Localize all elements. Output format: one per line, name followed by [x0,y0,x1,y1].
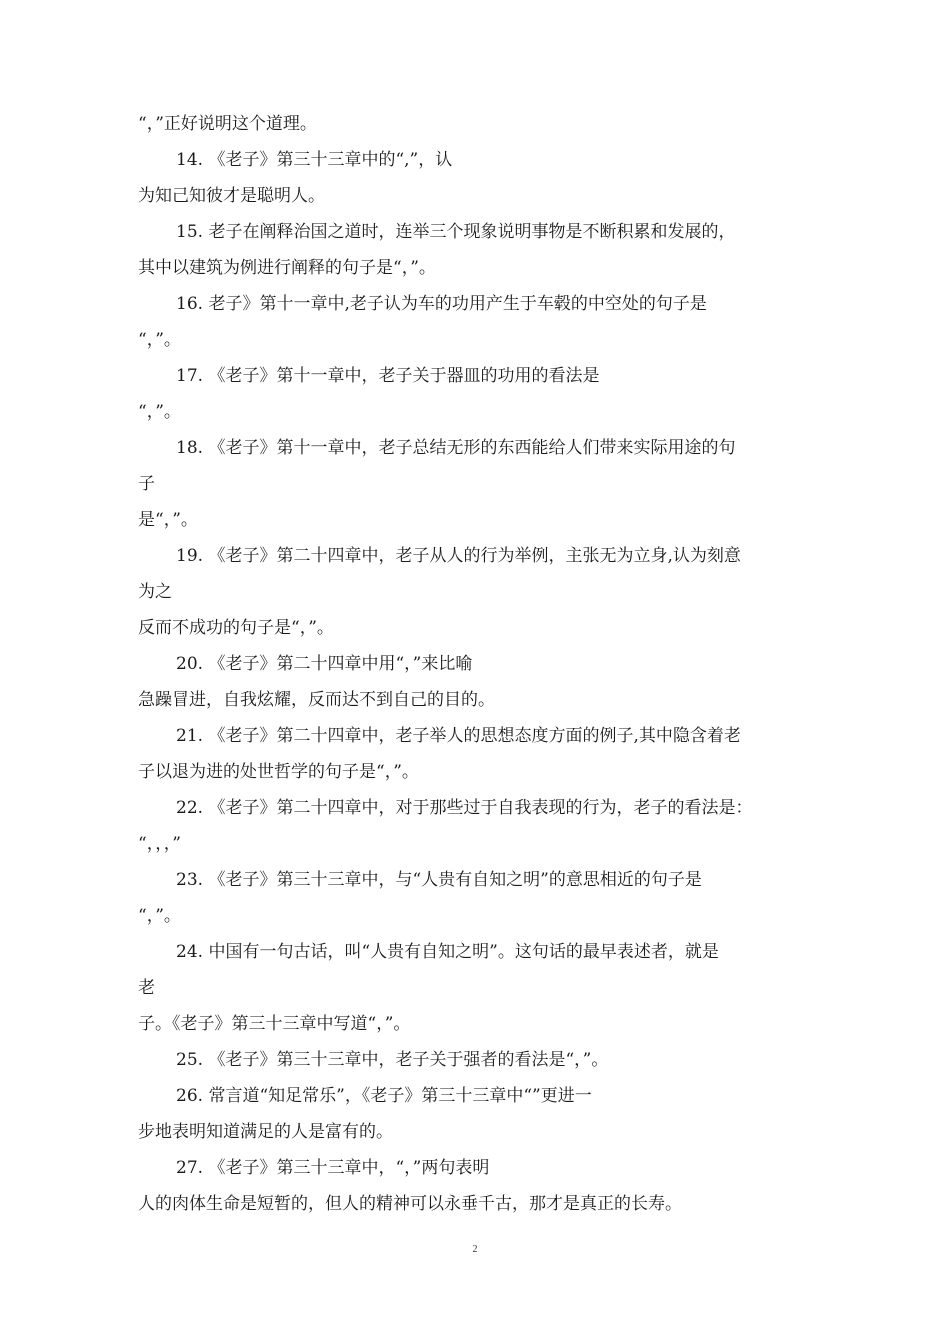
question-line: 24. 中国有一句古话，叫“人贵有自知之明”。这句话的最早表述者，就是 [176,942,719,962]
continuation-line: “，”。 [138,402,181,422]
continuation-line: 是“，”。 [138,510,198,530]
page-number: 2 [472,1244,478,1255]
continuation-line: 子以退为进的处世哲学的句子是“，”。 [138,762,419,782]
question-line: 17. 《老子》第十一章中，老子关于器皿的功用的看法是 [176,366,600,386]
question-line: 23. 《老子》第三十三章中，与“人贵有自知之明”的意思相近的句子是 [176,870,702,890]
continuation-line: “，”。 [138,330,181,350]
continuation-line: 急躁冒进，自我炫耀，反而达不到自己的目的。 [138,690,495,710]
continuation-line: 子 [138,474,155,494]
continuation-line: 老 [138,978,155,998]
question-line: 25. 《老子》第三十三章中，老子关于强者的看法是“，”。 [176,1050,609,1070]
question-line: 27. 《老子》第三十三章中，“，”两句表明 [176,1158,490,1178]
question-line: 21. 《老子》第二十四章中，老子举人的思想态度方面的例子,其中隐含着老 [176,726,741,746]
question-line: 16. 老子》第十一章中,老子认为车的功用产生于车毂的中空处的句子是 [176,294,707,314]
continuation-line: “，”正好说明这个道理。 [138,114,317,134]
continuation-line: 步地表明知道满足的人是富有的。 [138,1122,393,1142]
document-body [138,106,828,1222]
question-line: 26. 常言道“知足常乐”，《老子》第三十三章中“”更进一 [176,1086,592,1106]
continuation-line: “，，，” [138,834,181,854]
question-line: 14. 《老子》第三十三章中的“,”，认 [176,150,453,170]
question-line: 15. 老子在阐释治国之道时，连举三个现象说明事物是不断积累和发展的， [176,222,736,242]
question-line: 20. 《老子》第二十四章中用“，”来比喻 [176,654,473,674]
continuation-line: “，”。 [138,906,181,926]
continuation-line: 为之 [138,582,172,602]
continuation-line: 为知己知彼才是聪明人。 [138,186,325,206]
question-line: 18. 《老子》第十一章中，老子总结无形的东西能给人们带来实际用途的句 [176,438,736,458]
continuation-line: 其中以建筑为例进行阐释的句子是“，”。 [138,258,436,278]
continuation-line: 人的肉体生命是短暂的，但人的精神可以永垂千古，那才是真正的长寿。 [138,1194,682,1214]
question-line: 19. 《老子》第二十四章中，老子从人的行为举例，主张无为立身,认为刻意 [176,546,741,566]
question-line: 22. 《老子》第二十四章中，对于那些过于自我表现的行为，老子的看法是： [176,798,753,818]
continuation-line: 子。《老子》第三十三章中写道“，”。 [138,1014,411,1034]
continuation-line: 反而不成功的句子是“，”。 [138,618,334,638]
